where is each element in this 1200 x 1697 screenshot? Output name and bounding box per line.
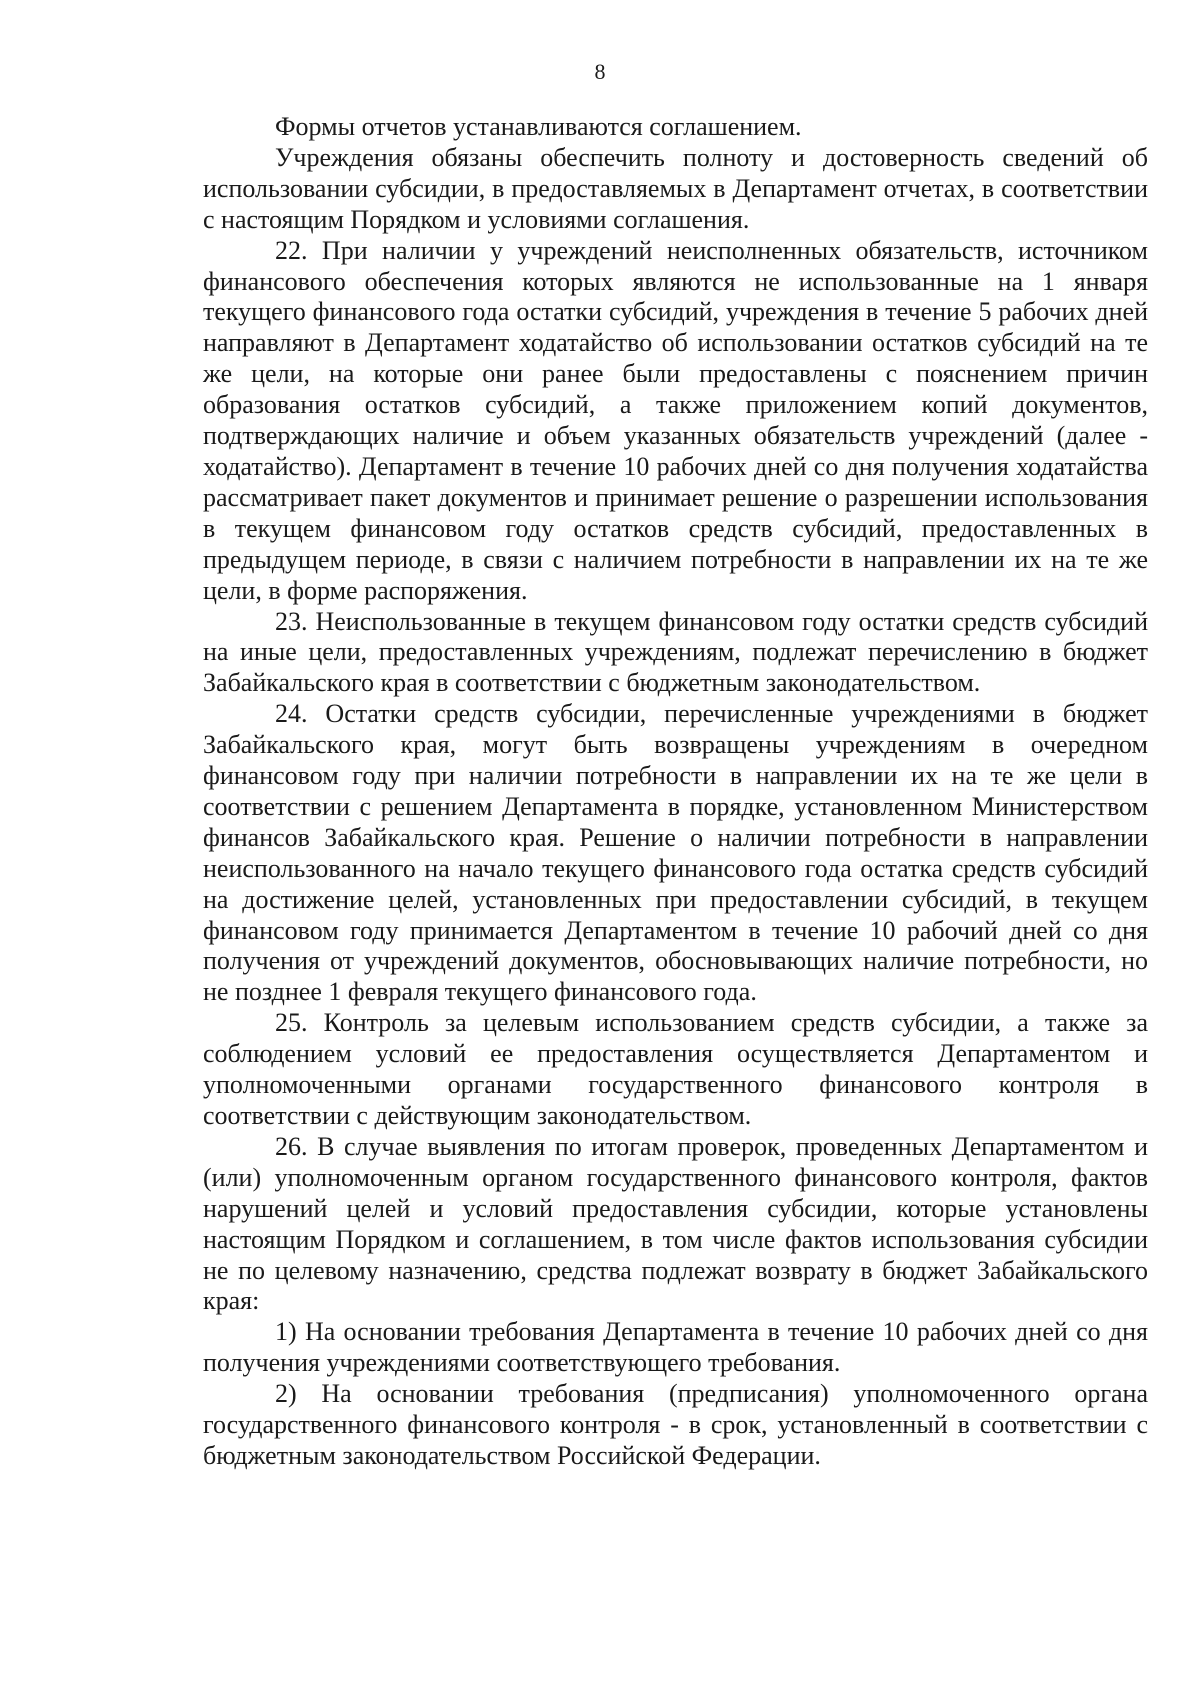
paragraph-clause-26: 26. В случае выявления по итогам проверок, проведенных Департаментом и (или) уполномоченным органом государственного финансового контроля, фактов нарушений целей и условий предоставления субсидии, которые установлены настоящим Порядком и соглашением, в том числе фактов использования субсидии не по целевому назначению, средства подлежат возврату в бюджет Забайкальского края: (203, 1131, 1148, 1316)
paragraph-subclause-1: 1) На основании требования Департамента в течение 10 рабочих дней со дня получения учреждениями соответствующего требования. (203, 1317, 1148, 1378)
paragraph-report-forms: Формы отчетов устанавливаются соглашением. (275, 112, 802, 141)
paragraph-clause-23: 23. Неиспользованные в текущем финансовом году остатки средств субсидий на иные цели, предоставленных учреждениям, подлежат перечислению в бюджет Забайкальского края в соответствии с бюджетным законодательством. (203, 606, 1148, 698)
paragraph-clause-25: 25. Контроль за целевым использованием средств субсидии, а также за соблюдением условий ее предоставления осуществляется Департаментом и уполномоченными органами государственного финансового контроля в соответствии с действующим законодательством. (203, 1008, 1148, 1130)
paragraph-clause-24: 24. Остатки средств субсидии, перечисленные учреждениями в бюджет Забайкальского края, могут быть возвращены учреждениям в очередном финансовом году при наличии потребности в направлении их на те же цели в соответствии с решением Департамента в порядке, установленном Министерством финансов Забайкальского края. Решение о наличии потребности в направлении неиспользованного на начало текущего финансового года остатка средств субсидий на достижение целей, установленных при предоставлении субсидий, в текущем финансовом году принимается Департаментом в течение 10 рабочий дней со дня получения от учреждений документов, обосновывающих наличие потребности, но не позднее 1 февраля текущего финансового года. (203, 699, 1148, 1007)
paragraph-clause-22: 22. При наличии у учреждений неисполненных обязательств, источником финансового обеспечения которых являются не использованные на 1 января текущего финансового года остатки субсидий, учреждения в течение 5 рабочих дней направляют в Департамент ходатайство об использовании остатков субсидий на те же цели, на которые они ранее были предоставлены с пояснением причин образования остатков субсидий, а также приложением копий документов, подтверждающих наличие и объем указанных обязательств учреждений (далее - ходатайство). Департамент в течение 10 рабочих дней со дня получения ходатайства рассматривает пакет документов и принимает решение о разрешении использования в текущем финансовом году остатков средств субсидий, предоставленных в предыдущем периоде, в связи с наличием потребности в направлении их на те же цели, в форме распоряжения. (203, 235, 1148, 605)
document-body (203, 112, 1148, 1472)
paragraph-institutions-obligations: Учреждения обязаны обеспечить полноту и достоверность сведений об использовании субсидии, в предоставляемых в Департамент отчетах, в соответствии с настоящим Порядком и условиями соглашения. (203, 142, 1148, 234)
page-number: 8 (594, 59, 606, 84)
paragraph-subclause-2: 2) На основании требования (предписания) уполномоченного органа государственного финансового контроля - в срок, установленный в соответствии с бюджетным законодательством Российской Федерации. (203, 1379, 1148, 1470)
